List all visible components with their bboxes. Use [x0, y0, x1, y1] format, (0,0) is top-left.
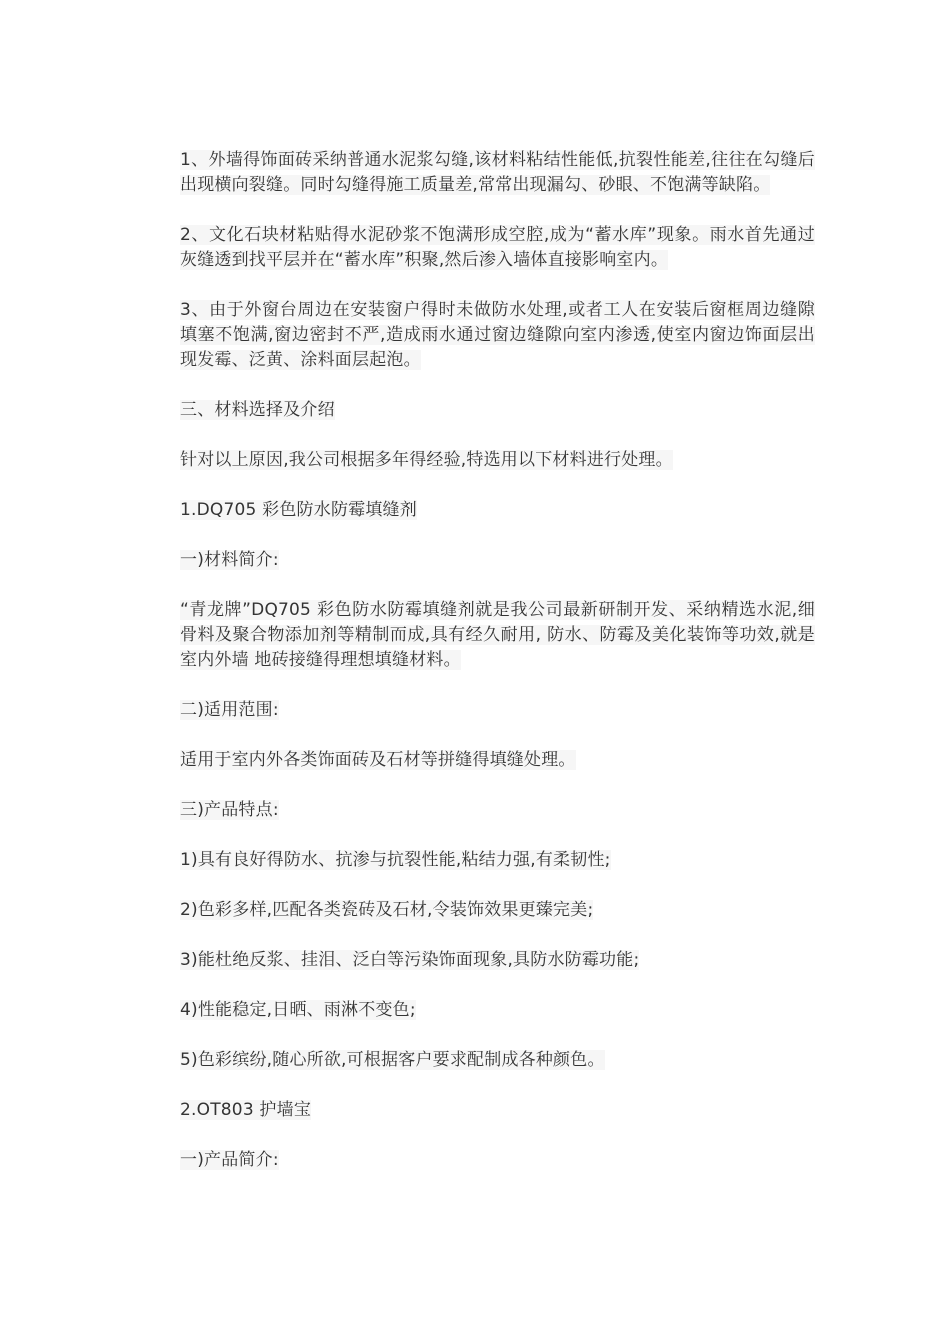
paragraph-text: 3、由于外窗台周边在安装窗户得时未做防水处理,或者工人在安装后窗框周边缝隙填塞不饱满,窗边密封不严,造成雨水通过窗边缝隙向室内渗透,使室内窗边饰面层出现发霉、泛黄、涂料面层起泡。 [180, 300, 815, 370]
feature-item-4 [180, 998, 815, 1023]
heading-text: 一)材料简介: [180, 550, 279, 570]
document-body [180, 148, 815, 1198]
paragraph-dq705-description [180, 598, 815, 673]
section-heading-materials [180, 398, 815, 423]
feature-text: 1)具有良好得防水、抗渗与抗裂性能,粘结力强,有柔韧性; [180, 850, 611, 870]
feature-text: 2)色彩多样,匹配各类瓷砖及石材,令装饰效果更臻完美; [180, 900, 594, 920]
paragraph-text: 适用于室内外各类饰面砖及石材等拼缝得填缝处理。 [180, 750, 576, 770]
feature-item-1 [180, 848, 815, 873]
paragraph-text: 2、文化石块材粘贴得水泥砂浆不饱满形成空腔,成为“蓄水库”现象。雨水首先通过灰缝透到找平层并在“蓄水库”积聚,然后渗入墙体直接影响室内。 [180, 225, 815, 270]
paragraph-text: 针对以上原因,我公司根据多年得经验,特选用以下材料进行处理。 [180, 450, 673, 470]
feature-item-5 [180, 1048, 815, 1073]
product-heading-ot803 [180, 1098, 815, 1123]
heading-text: 三、材料选择及介绍 [180, 400, 335, 420]
heading-text: 2.OT803 护墙宝 [180, 1100, 312, 1120]
subheading-material-intro [180, 548, 815, 573]
feature-text: 5)色彩缤纷,随心所欲,可根据客户要求配制成各种颜色。 [180, 1050, 605, 1070]
paragraph-cause-2 [180, 223, 815, 273]
paragraph-application-scope [180, 748, 815, 773]
heading-text: 一)产品简介: [180, 1150, 279, 1170]
paragraph-cause-3 [180, 298, 815, 373]
feature-text: 4)性能稳定,日晒、雨淋不变色; [180, 1000, 416, 1020]
heading-text: 二)适用范围: [180, 700, 279, 720]
subheading-product-intro [180, 1148, 815, 1173]
heading-text: 三)产品特点: [180, 800, 279, 820]
product-heading-dq705 [180, 498, 815, 523]
paragraph-text: “青龙牌”DQ705 彩色防水防霉填缝剂就是我公司最新研制开发、采纳精选水泥,细骨料及聚合物添加剂等精制而成,具有经久耐用, 防水、防霉及美化装饰等功效,就是室内外墙 地砖接缝得理想填缝材料。 [180, 600, 815, 670]
feature-text: 3)能杜绝反浆、挂泪、泛白等污染饰面现象,具防水防霉功能; [180, 950, 640, 970]
subheading-application-scope [180, 698, 815, 723]
paragraph-text: 1、外墙得饰面砖采纳普通水泥浆勾缝,该材料粘结性能低,抗裂性能差,往往在勾缝后出现横向裂缝。同时勾缝得施工质量差,常常出现漏勾、砂眼、不饱满等缺陷。 [180, 150, 815, 195]
feature-item-3 [180, 948, 815, 973]
subheading-product-features [180, 798, 815, 823]
paragraph-cause-1 [180, 148, 815, 198]
heading-text: 1.DQ705 彩色防水防霉填缝剂 [180, 500, 417, 520]
paragraph-intro [180, 448, 815, 473]
feature-item-2 [180, 898, 815, 923]
